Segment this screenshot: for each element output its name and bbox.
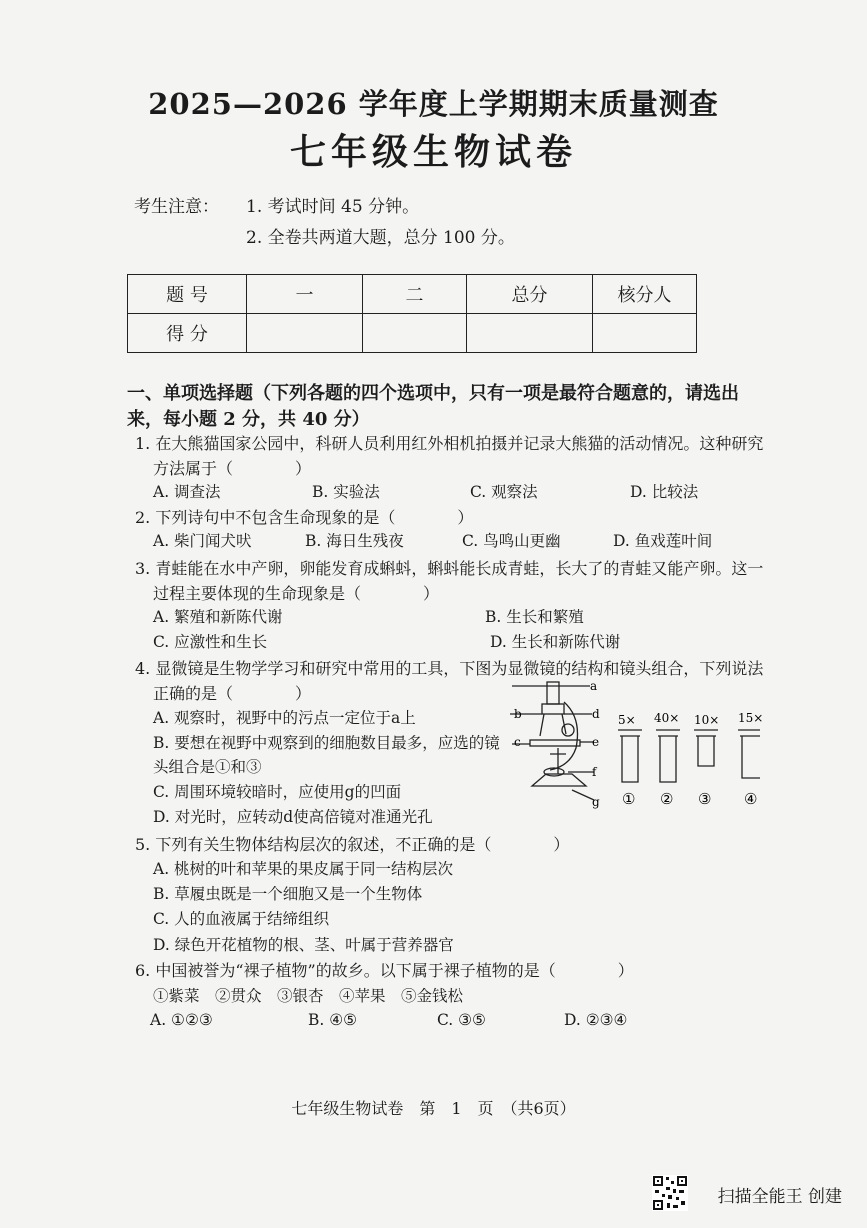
table-header: 二 bbox=[363, 275, 467, 314]
q3-option-d[interactable]: D. 生长和新陈代谢 bbox=[490, 633, 621, 651]
question-2-stem: 2. 下列诗句中不包含生命现象的是（ ） bbox=[135, 508, 474, 527]
q3-option-c[interactable]: C. 应激性和生长 bbox=[153, 633, 268, 651]
q4-option-d[interactable]: D. 对光时，应转动d使高倍镜对准通光孔 bbox=[153, 808, 433, 826]
notice-label: 考生注意： bbox=[134, 197, 219, 217]
notice-item-1: 1. 考试时间 45 分钟。 bbox=[246, 197, 420, 217]
lens-num-1: ① bbox=[622, 790, 636, 808]
score-cell[interactable] bbox=[363, 314, 467, 353]
exam-title: 2025—2026 学年度上学期期末质量测查 bbox=[148, 87, 719, 121]
table-row-label: 得 分 bbox=[128, 314, 247, 353]
q6-choices: ①紫菜 ②贯众 ③银杏 ④苹果 ⑤金钱松 bbox=[153, 987, 464, 1005]
q5-option-b[interactable]: B. 草履虫既是一个细胞又是一个生物体 bbox=[153, 885, 423, 903]
section-heading-line1: 一、单项选择题（下列各题的四个选项中，只有一项是最符合题意的，请选出 bbox=[127, 383, 739, 404]
q5-option-d[interactable]: D. 绿色开花植物的根、茎、叶属于营养器官 bbox=[153, 936, 454, 954]
lens-mag-1: 5× bbox=[618, 713, 636, 727]
q6-option-d[interactable]: D. ②③④ bbox=[564, 1011, 628, 1029]
score-cell[interactable] bbox=[247, 314, 363, 353]
q2-option-a[interactable]: A. 柴门闻犬吠 bbox=[153, 532, 252, 550]
q4-option-b[interactable]: B. 要想在视野中观察到的细胞数目最多，应选的镜 bbox=[153, 734, 500, 752]
lens-mag-4: 15× bbox=[738, 711, 764, 725]
q6-option-c[interactable]: C. ③⑤ bbox=[437, 1011, 486, 1029]
q2-option-b[interactable]: B. 海日生残夜 bbox=[305, 532, 404, 550]
lens-num-2: ② bbox=[660, 790, 674, 808]
microscope-figure bbox=[510, 678, 764, 810]
table-header: 一 bbox=[247, 275, 363, 314]
score-cell[interactable] bbox=[467, 314, 593, 353]
table-header: 题 号 bbox=[128, 275, 247, 314]
q1-option-a[interactable]: A. 调查法 bbox=[153, 483, 221, 501]
lens-num-4: ④ bbox=[744, 790, 758, 808]
q5-option-a[interactable]: A. 桃树的叶和苹果的果皮属于同一结构层次 bbox=[153, 860, 454, 878]
question-1-stem: 1. 在大熊猫国家公园中，科研人员利用红外相机拍摄并记录大熊猫的活动情况。这种研究 bbox=[135, 434, 764, 453]
lens-drawings bbox=[618, 730, 760, 782]
q2-option-c[interactable]: C. 鸟鸣山更幽 bbox=[462, 532, 561, 550]
page-footer: 七年级生物试卷 第 1 页 （共6页） bbox=[291, 1099, 576, 1118]
exam-subtitle: 七年级生物试卷 bbox=[289, 131, 577, 173]
microscope-drawing bbox=[510, 682, 594, 800]
q3-option-b[interactable]: B. 生长和繁殖 bbox=[485, 608, 584, 626]
q4-option-c[interactable]: C. 周围环境较暗时，应使用g的凹面 bbox=[153, 783, 402, 801]
question-3-stem-cont: 过程主要体现的生命现象是（ ） bbox=[153, 584, 440, 603]
q2-option-d[interactable]: D. 鱼戏莲叶间 bbox=[613, 532, 713, 550]
q4-option-b-cont: 头组合是①和③ bbox=[153, 758, 262, 776]
label-d: d bbox=[592, 707, 600, 721]
label-b: b bbox=[514, 707, 522, 721]
question-6-stem: 6. 中国被誉为“裸子植物”的故乡。以下属于裸子植物的是（ ） bbox=[135, 961, 634, 980]
question-4-stem-cont: 正确的是（ ） bbox=[153, 684, 312, 703]
section-heading-line2: 来，每小题 2 分，共 40 分） bbox=[127, 409, 370, 430]
q5-option-c[interactable]: C. 人的血液属于结缔组织 bbox=[153, 910, 330, 928]
label-c: c bbox=[514, 735, 521, 749]
q1-option-b[interactable]: B. 实验法 bbox=[312, 483, 380, 501]
q4-option-a[interactable]: A. 观察时，视野中的污点一定位于a上 bbox=[153, 709, 416, 727]
table-header: 总分 bbox=[467, 275, 593, 314]
scanner-watermark: 扫描全能王 创建 bbox=[717, 1187, 842, 1207]
q6-option-a[interactable]: A. ①②③ bbox=[150, 1011, 213, 1029]
qr-code-icon bbox=[652, 1175, 688, 1211]
score-cell[interactable] bbox=[593, 314, 697, 353]
q6-option-b[interactable]: B. ④⑤ bbox=[308, 1011, 358, 1029]
table-header: 核分人 bbox=[593, 275, 697, 314]
q1-option-c[interactable]: C. 观察法 bbox=[470, 483, 538, 501]
label-a: a bbox=[590, 679, 598, 693]
label-e: e bbox=[592, 735, 600, 749]
notice-item-2: 2. 全卷共两道大题，总分 100 分。 bbox=[246, 228, 515, 248]
label-f: f bbox=[592, 765, 597, 779]
lens-mag-2: 40× bbox=[654, 711, 680, 725]
q3-option-a[interactable]: A. 繁殖和新陈代谢 bbox=[153, 608, 283, 626]
label-g: g bbox=[592, 795, 600, 809]
lens-mag-3: 10× bbox=[694, 713, 720, 727]
q1-option-d[interactable]: D. 比较法 bbox=[630, 483, 699, 501]
question-4-stem: 4. 显微镜是生物学学习和研究中常用的工具，下图为显微镜的结构和镜头组合，下列说法 bbox=[135, 659, 764, 678]
lens-num-3: ③ bbox=[698, 790, 712, 808]
question-1-stem-cont: 方法属于（ ） bbox=[153, 459, 312, 478]
question-5-stem: 5. 下列有关生物体结构层次的叙述，不正确的是（ ） bbox=[135, 835, 570, 854]
score-table bbox=[127, 274, 697, 353]
question-3-stem: 3. 青蛙能在水中产卵，卵能发育成蝌蚪，蝌蚪能长成青蛙，长大了的青蛙又能产卵。这一 bbox=[135, 559, 764, 578]
